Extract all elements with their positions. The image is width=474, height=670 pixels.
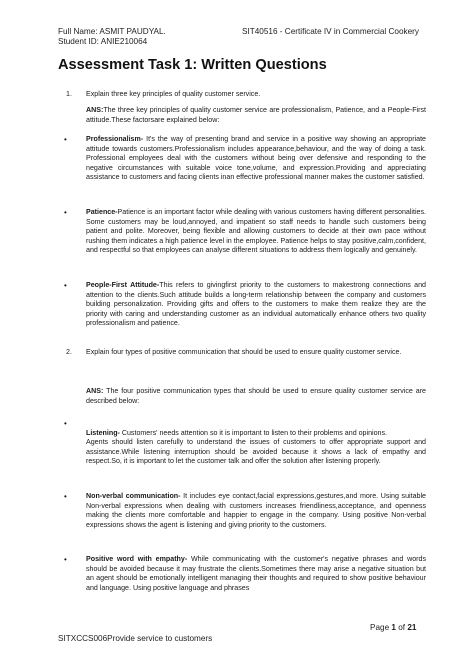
unit-code: SITXCCS006Provide service to customers bbox=[58, 634, 213, 643]
bullet-icon: • bbox=[64, 135, 67, 144]
bullet-term: Patience- bbox=[86, 208, 118, 216]
answer-2 bbox=[86, 387, 426, 406]
bullet-term: Positive word with empathy- bbox=[86, 555, 188, 563]
page-total: 21 bbox=[407, 623, 417, 632]
bullet-term: Listening- bbox=[86, 428, 120, 437]
bullet-icon: • bbox=[64, 419, 67, 428]
q1-bullet-professionalism bbox=[86, 135, 426, 183]
bullet-icon: • bbox=[64, 208, 67, 217]
bullet-icon: • bbox=[64, 492, 67, 501]
bullet-text: While communicating with the customer's negative phrases and words should be avoided because it may frustrate the clients.Sometimes there may arise a negative situation but an agent should be emotionally intelligent managing their thoughts and required to show positive behaviour and language. Using positive language and phrases bbox=[86, 555, 427, 592]
question-1-number: 1. bbox=[66, 90, 72, 98]
answer-label: ANS: bbox=[86, 387, 104, 395]
bullet-text: It includes eye contact,facial expressions,gestures,and more. Using suitable Non-verbal expressions when dealing with customers increases friendliness,acceptance, and openness making the clients more comfortable and happier to engage in the company. Using positive Non-verbal expressions shows the agent is listening and giving priority to the customers. bbox=[86, 492, 426, 529]
bullet-term: Non-verbal communication- bbox=[86, 492, 181, 500]
page-of: of bbox=[395, 623, 408, 632]
q1-bullet-patience bbox=[86, 208, 426, 256]
answer-text: The three key principles of quality customer service are professionalism, Patience, and a People-First attitude.These factorsare explained below: bbox=[86, 106, 426, 124]
question-1-text: Explain three key principles of quality customer service. bbox=[86, 90, 261, 98]
question-2-text: Explain four types of positive communication that should be used to ensure quality customer service. bbox=[86, 348, 402, 356]
q2-bullet-listening bbox=[86, 419, 426, 467]
answer-label: ANS: bbox=[86, 106, 104, 114]
q2-bullet-positive-words bbox=[86, 555, 426, 593]
bullet-text: It's the way of presenting brand and service in a positive way showing an appropriate attitude towards customers.Professionalism includes appearance,behaviour, and the way of doing a task. Professional employees deal with the customers without being over defensive and responding to the negative circumstances with suitable voice tone,volume, and expression.Providing and appreciating assistance to customers and facing clients inan effective professional manner makes the customer satisfied. bbox=[86, 135, 426, 182]
student-name: Full Name: ASMIT PAUDYAL. bbox=[58, 27, 166, 36]
bullet-icon: • bbox=[64, 555, 67, 564]
page-number bbox=[370, 623, 416, 632]
q2-bullet-non-verbal bbox=[86, 492, 426, 530]
page-title: Assessment Task 1: Written Questions bbox=[58, 57, 327, 73]
course-title: SIT40516 - Certificate IV in Commercial Cookery bbox=[242, 27, 420, 36]
header-left bbox=[58, 27, 166, 47]
page-prefix: Page bbox=[370, 623, 392, 632]
bullet-text: This refers to givingfirst priority to the customers to makestrong connections and attention to the clients.Such attitude builds a long-term relationship between the company and customers building personalization. Providing gifts and offers to the customers to make them realize they are the priority with caring and understanding customer as an individual automatically enhance others two quality professionalism and patience. bbox=[86, 281, 427, 328]
bullet-text: Patience is an important factor while dealing with various customers having different personalities. Some customers may be loud,annoyed, and impatient so staff needs to handle such customers being patient and polite. Moreover, being flexible and allowing customers to decide at their own pace without rushing them indicates a high patience level in the employee. Patience helps to stay positive,calm,confident, and respectful so that employees can analyse different situations to address them logically and genuinely. bbox=[86, 208, 426, 255]
q1-bullet-people-first bbox=[86, 281, 426, 329]
student-id: Student ID: ANIE210064 bbox=[58, 37, 148, 46]
question-2-number: 2. bbox=[66, 348, 72, 356]
page-current: 1 bbox=[391, 623, 396, 632]
bullet-icon: • bbox=[64, 281, 67, 290]
bullet-text: Customers' needs attention so it is important to listen to their problems and opinions. Agents should listen carefully to understand the issues of customers to offer appropriate support and assistance.While listening interruption should be avoided because it shows a lack of empathy and respect.So, it is important to let the customer talk and offer the solution after listening properly. bbox=[86, 428, 426, 466]
answer-text: The four positive communication types that should be used to ensure quality customer service are described below: bbox=[86, 387, 426, 405]
bullet-term: Professionalism- bbox=[86, 135, 144, 143]
bullet-term: People-First Attitude- bbox=[86, 281, 160, 289]
answer-1 bbox=[86, 106, 426, 125]
